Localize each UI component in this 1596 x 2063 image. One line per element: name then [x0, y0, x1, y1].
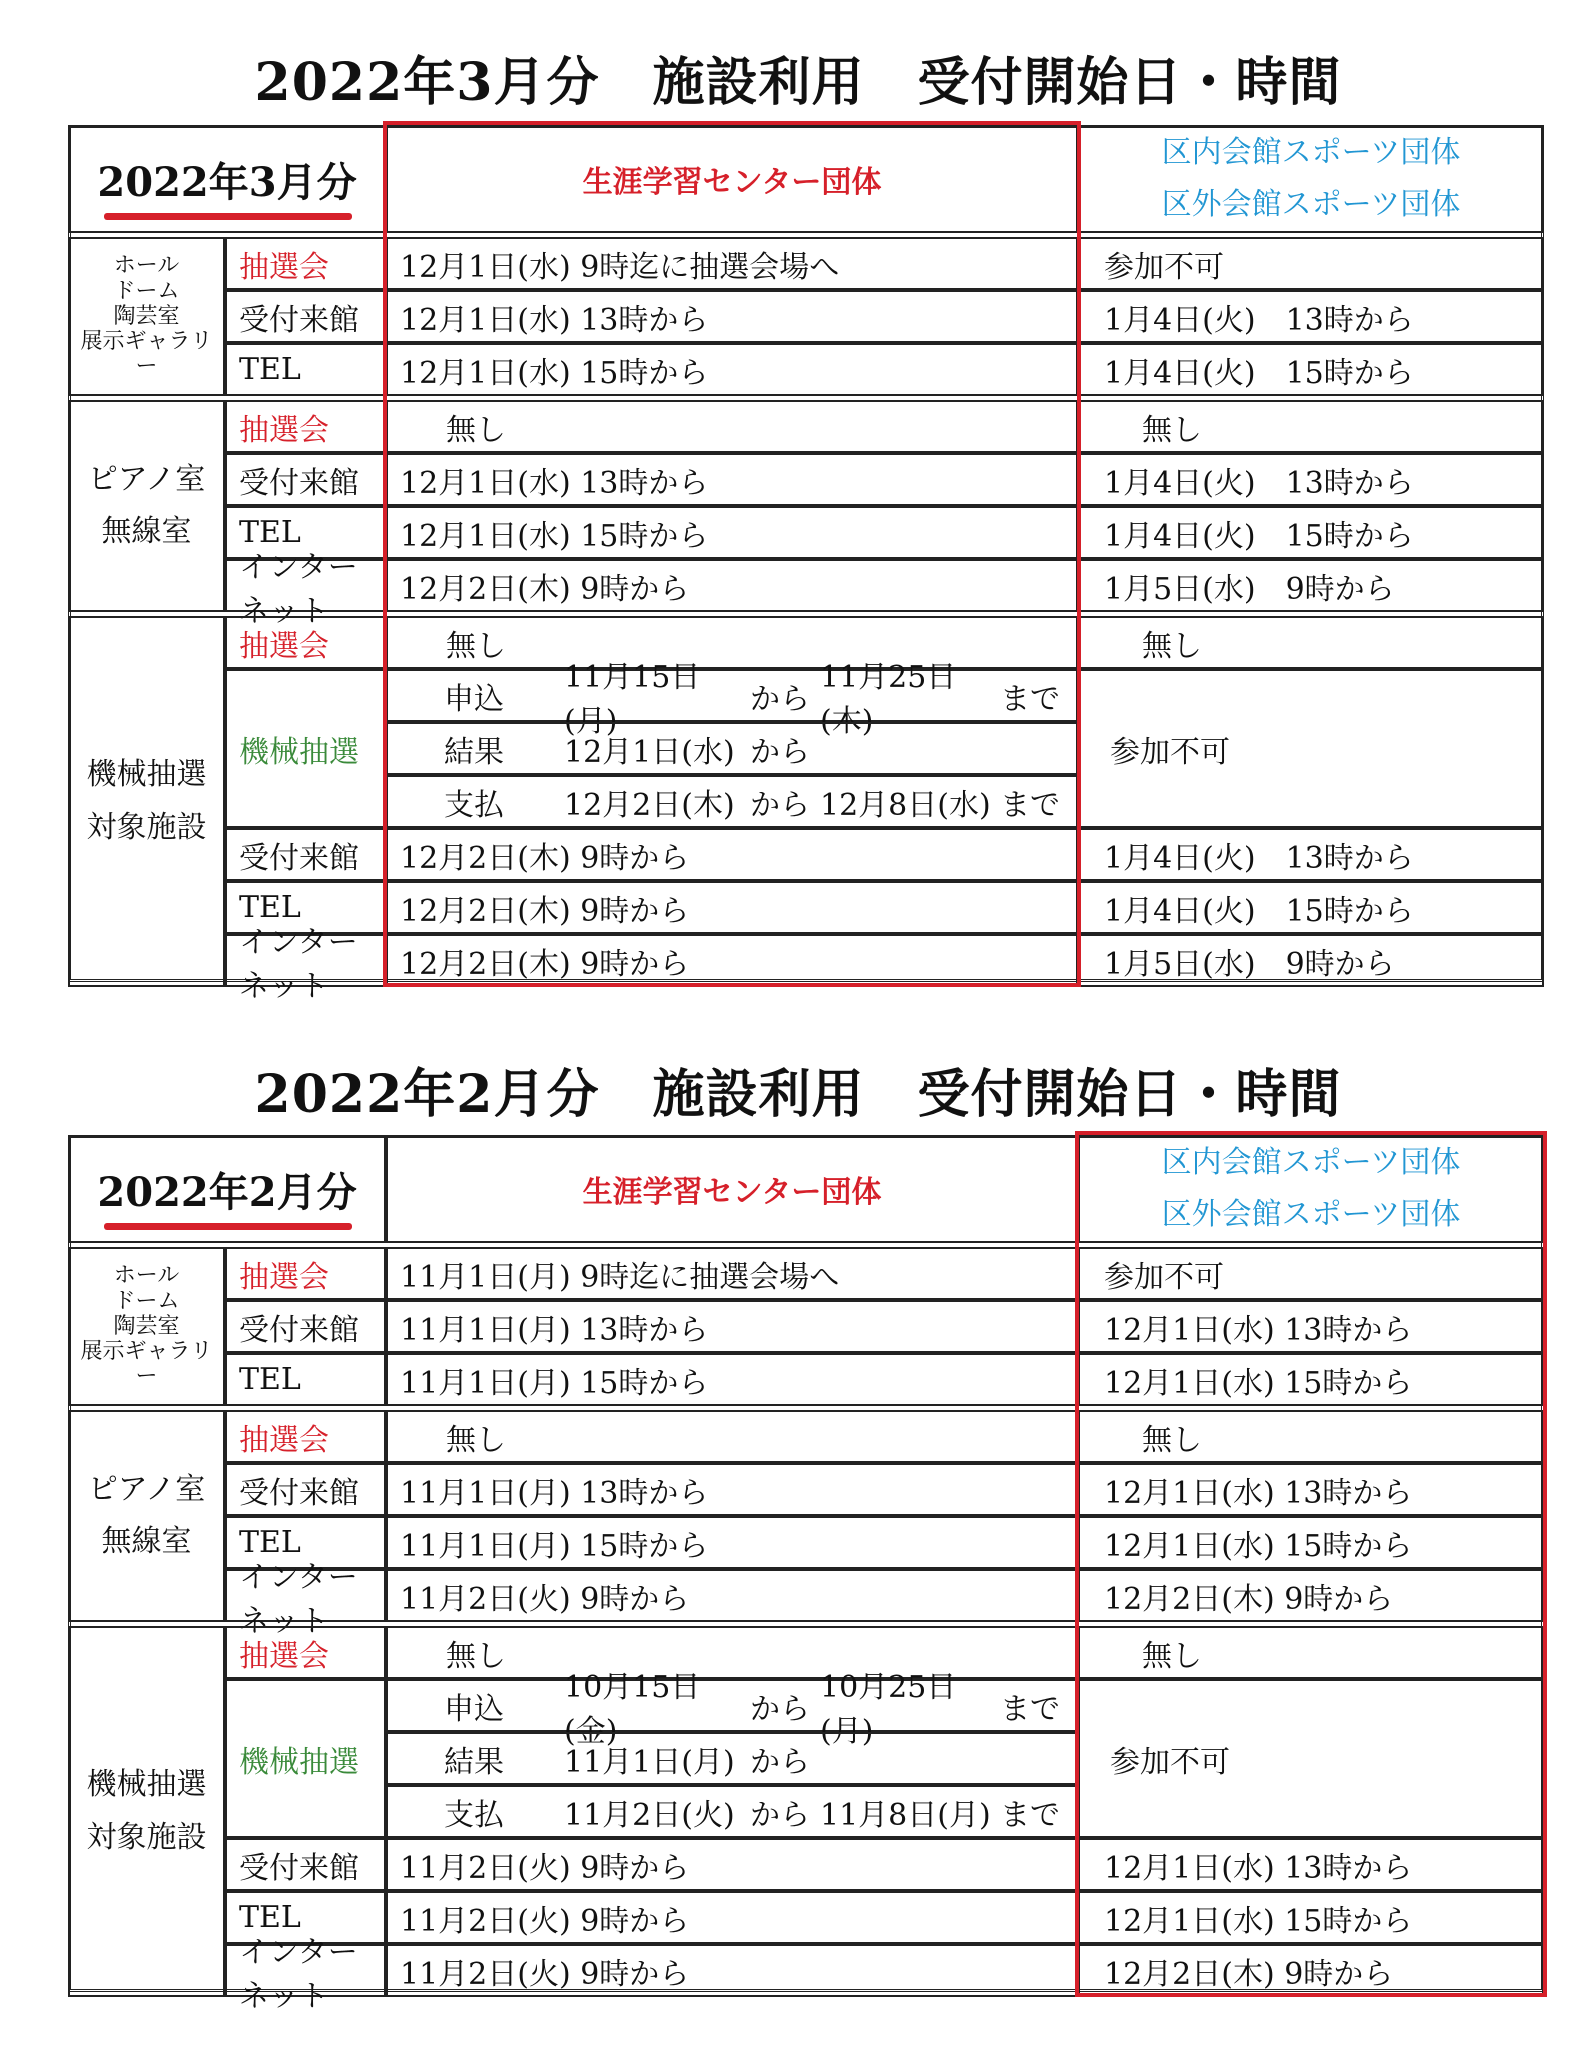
header-lifelong-label: 生涯学習センター団体: [582, 1175, 882, 1210]
lifelong-value: 11月2日(火) 9時から: [400, 1581, 690, 1617]
row-type-label: 抽選会: [239, 412, 329, 448]
group-label-hall: [68, 1247, 225, 1406]
sports-value: 12月1日(水) 15時から: [1104, 1365, 1413, 1401]
row-lifelong-value: [386, 1300, 1078, 1353]
row-sports-value: [1078, 290, 1544, 343]
machine-row: [386, 775, 1078, 828]
sports-value: 参加不可: [1104, 249, 1224, 285]
row-sports-value: [1078, 934, 1544, 987]
machine-date-end: 11月8日(月): [820, 1797, 991, 1833]
row-type-label: 抽選会: [239, 249, 329, 285]
row-type-label: インターネット: [239, 1934, 358, 2014]
sports-value: 12月1日(水) 13時から: [1104, 1850, 1413, 1886]
sports-value: 無し: [1142, 1422, 1202, 1458]
machine-from: から: [750, 787, 810, 823]
lifelong-value: 12月1日(水) 9時迄に抽選会場へ: [400, 249, 840, 285]
sports-value: 12月1日(水) 15時から: [1104, 1903, 1413, 1939]
machine-date-end: 12月8日(水): [820, 787, 991, 823]
row-type: [225, 616, 386, 669]
row-lifelong-value: [386, 828, 1078, 881]
lifelong-value: 無し: [446, 1638, 506, 1674]
machine-row: [386, 1732, 1078, 1785]
row-sports-value: [1078, 1410, 1544, 1463]
row-lifelong-value: [386, 1247, 1078, 1300]
row-type-label: インターネット: [239, 1559, 358, 1639]
machine-date-start: 11月1日(月): [564, 1744, 735, 1780]
row-lifelong-value: [386, 559, 1078, 612]
lifelong-value: 12月2日(木) 9時から: [400, 893, 690, 929]
row-type: [225, 343, 386, 396]
machine-lottery-label: 機械抽選: [239, 734, 359, 770]
row-lifelong-value: [386, 1463, 1078, 1516]
sports-value: 12月1日(水) 13時から: [1104, 1312, 1413, 1348]
header-sports: [1078, 125, 1544, 233]
machine-row: [386, 659, 1078, 739]
month-label: 2022年2月分: [97, 1168, 357, 1216]
row-sports-value: [1078, 559, 1544, 612]
lifelong-value: 12月1日(水) 13時から: [400, 465, 709, 501]
machine-row: [386, 1669, 1078, 1749]
row-type-label: TEL: [239, 890, 301, 925]
header-lifelong: [386, 125, 1078, 233]
machine-from: から: [750, 681, 810, 717]
machine-from: から: [750, 1744, 810, 1780]
machine-date-start: 11月15日(月): [564, 659, 701, 739]
sports-value: 1月4日(火) 15時から: [1104, 893, 1414, 929]
group3-label-line: 機械抽選: [86, 1767, 207, 1802]
row-type-label: TEL: [239, 352, 301, 387]
row-type: [225, 1247, 386, 1300]
group1-label-line: ホール: [113, 1263, 180, 1289]
sports-value: 12月2日(木) 9時から: [1104, 1581, 1394, 1617]
lifelong-value: 11月1日(月) 15時から: [400, 1528, 709, 1564]
schedule-table-february: [68, 1135, 1544, 2014]
row-lifelong-value: [386, 400, 1078, 453]
row-type-label: インターネット: [239, 924, 358, 1004]
row-sports-value: [1078, 881, 1544, 934]
row-type: [225, 400, 386, 453]
row-lifelong-value: [386, 1410, 1078, 1463]
row-sports-value: [1078, 1300, 1544, 1353]
machine-date-start: 12月2日(木): [564, 787, 735, 823]
lifelong-value: 11月1日(月) 15時から: [400, 1365, 709, 1401]
row-lifelong-value: [386, 934, 1078, 987]
sports-value: 参加不可: [1110, 1744, 1230, 1780]
row-type-label: 抽選会: [239, 628, 329, 664]
group-label-machine: [68, 1626, 225, 1997]
lifelong-value: 12月1日(水) 15時から: [400, 518, 709, 554]
row-type: [225, 1300, 386, 1353]
row-type-label: 受付来館: [239, 1475, 359, 1511]
row-type-label: TEL: [239, 1362, 301, 1397]
row-type-label: インターネット: [239, 549, 358, 629]
row-type-label: 抽選会: [239, 1259, 329, 1295]
row-lifelong-value: [386, 1891, 1078, 1944]
section-title-february: 2022年2月分 施設利用 受付開始日・時間: [254, 1064, 1342, 1125]
row-type: [225, 453, 386, 506]
row-type-machine: [225, 669, 386, 828]
lifelong-value: 12月2日(木) 9時から: [400, 946, 690, 982]
sports-value: 1月4日(火) 15時から: [1104, 518, 1414, 554]
group1-label-line: 展示ギャラリー: [80, 329, 213, 380]
row-sports-value: [1078, 828, 1544, 881]
schedule-table-march: [68, 125, 1544, 1004]
lifelong-value: 12月2日(木) 9時から: [400, 571, 690, 607]
header-sports-inner: 区内会館スポーツ団体: [1161, 1144, 1461, 1180]
group-label-hall: [68, 237, 225, 396]
header-sports-inner: 区内会館スポーツ団体: [1161, 134, 1461, 170]
machine-until: まで: [1000, 1797, 1060, 1833]
machine-lottery-label: 機械抽選: [239, 1744, 359, 1780]
row-type-label: 受付来館: [239, 840, 359, 876]
row-lifelong-value: [386, 1838, 1078, 1891]
group-label-piano: [68, 400, 225, 612]
sports-value: 12月1日(水) 13時から: [1104, 1475, 1413, 1511]
sports-value: 1月4日(火) 13時から: [1104, 840, 1414, 876]
lifelong-value: 無し: [446, 628, 506, 664]
row-lifelong-value: [386, 881, 1078, 934]
machine-kind: 申込: [444, 681, 504, 717]
row-sports-value: [1078, 453, 1544, 506]
row-type: [225, 1463, 386, 1516]
lifelong-value: 12月1日(水) 15時から: [400, 355, 709, 391]
row-type-label: TEL: [239, 1525, 301, 1560]
row-sports-value: [1078, 1626, 1544, 1679]
machine-row: [386, 1785, 1078, 1838]
row-type-label: 受付来館: [239, 465, 359, 501]
row-type: [225, 1838, 386, 1891]
row-type-label: 受付来館: [239, 302, 359, 338]
lifelong-value: 11月2日(火) 9時から: [400, 1956, 690, 1992]
row-lifelong-value: [386, 1944, 1078, 1997]
sports-value: 12月2日(木) 9時から: [1104, 1956, 1394, 1992]
month-label-underline: [104, 1223, 352, 1230]
group1-label-line: 陶芸室: [113, 1313, 180, 1339]
row-lifelong-value: [386, 1353, 1078, 1406]
group2-label-line: 無線室: [101, 514, 192, 549]
machine-sports-value: [1078, 1679, 1544, 1838]
sports-value: 12月1日(水) 15時から: [1104, 1528, 1413, 1564]
row-lifelong-value: [386, 1516, 1078, 1569]
lifelong-value: 無し: [446, 1422, 506, 1458]
sports-value: 1月5日(水) 9時から: [1104, 946, 1395, 982]
row-type: [225, 828, 386, 881]
header-sports: [1078, 1135, 1544, 1243]
sports-value: 無し: [1142, 628, 1202, 664]
machine-date-end: 11月25日(木): [820, 659, 957, 739]
machine-kind: 結果: [444, 734, 504, 770]
row-type-label: TEL: [239, 515, 301, 550]
row-type: [225, 1559, 386, 1639]
group2-label-line: ピアノ室: [87, 1471, 206, 1507]
row-type-label: 受付来館: [239, 1850, 359, 1886]
sports-value: 1月4日(火) 13時から: [1104, 465, 1414, 501]
row-type: [225, 1934, 386, 2014]
group1-label-line: 陶芸室: [113, 303, 180, 329]
sports-value: 無し: [1142, 412, 1202, 448]
row-sports-value: [1078, 616, 1544, 669]
header-sports-outer: 区外会館スポーツ団体: [1161, 187, 1461, 222]
group1-label-line: ドーム: [113, 278, 180, 304]
row-type: [225, 237, 386, 290]
machine-kind: 支払: [444, 787, 504, 823]
row-type: [225, 290, 386, 343]
sports-value: 参加不可: [1104, 1259, 1224, 1295]
row-type-label: 抽選会: [239, 1638, 329, 1674]
row-type: [225, 1626, 386, 1679]
group1-label-line: ドーム: [113, 1288, 180, 1314]
header-sports-outer: 区外会館スポーツ団体: [1161, 1197, 1461, 1232]
month-label-underline: [104, 213, 352, 220]
row-lifelong-value: [386, 237, 1078, 290]
lifelong-value: 12月1日(水) 13時から: [400, 302, 709, 338]
group-label-piano: [68, 1410, 225, 1622]
machine-date-start: 12月1日(水): [564, 734, 735, 770]
row-sports-value: [1078, 1569, 1544, 1622]
row-type-label: 受付来館: [239, 1312, 359, 1348]
machine-from: から: [750, 1691, 810, 1727]
lifelong-value: 11月2日(火) 9時から: [400, 1903, 690, 1939]
machine-kind: 支払: [444, 1797, 504, 1833]
lifelong-value: 12月2日(木) 9時から: [400, 840, 690, 876]
row-type-label: TEL: [239, 1900, 301, 1935]
sports-value: 1月4日(火) 13時から: [1104, 302, 1414, 338]
machine-date-end: 10月25日(月): [820, 1669, 957, 1749]
row-type: [225, 1410, 386, 1463]
machine-until: まで: [1000, 787, 1060, 823]
row-sports-value: [1078, 1944, 1544, 1997]
header-lifelong: [386, 1135, 1078, 1243]
row-type: [225, 924, 386, 1004]
row-sports-value: [1078, 1891, 1544, 1944]
sports-value: 1月5日(水) 9時から: [1104, 571, 1395, 607]
row-type: [225, 549, 386, 629]
row-sports-value: [1078, 237, 1544, 290]
row-sports-value: [1078, 1838, 1544, 1891]
machine-until: まで: [1000, 681, 1060, 717]
header-lifelong-label: 生涯学習センター団体: [582, 165, 882, 200]
sports-value: 1月4日(火) 15時から: [1104, 355, 1414, 391]
month-label: 2022年3月分: [97, 158, 357, 206]
row-sports-value: [1078, 1516, 1544, 1569]
group2-label-line: 無線室: [101, 1524, 192, 1559]
row-type-machine: [225, 1679, 386, 1838]
machine-row: [386, 722, 1078, 775]
machine-until: まで: [1000, 1691, 1060, 1727]
row-sports-value: [1078, 343, 1544, 396]
row-sports-value: [1078, 1463, 1544, 1516]
group3-label-line: 対象施設: [86, 809, 207, 845]
row-lifelong-value: [386, 506, 1078, 559]
group2-label-line: ピアノ室: [87, 461, 206, 497]
row-lifelong-value: [386, 1569, 1078, 1622]
group3-label-line: 対象施設: [86, 1819, 207, 1855]
machine-date-start: 10月15日(金): [564, 1669, 701, 1749]
sports-value: 参加不可: [1110, 734, 1230, 770]
lifelong-value: 11月1日(月) 13時から: [400, 1475, 709, 1511]
row-sports-value: [1078, 506, 1544, 559]
row-lifelong-value: [386, 290, 1078, 343]
group3-label-line: 機械抽選: [86, 757, 207, 792]
row-type-label: 抽選会: [239, 1422, 329, 1458]
row-lifelong-value: [386, 453, 1078, 506]
lifelong-value: 11月2日(火) 9時から: [400, 1850, 690, 1886]
machine-from: から: [750, 734, 810, 770]
group-label-machine: [68, 616, 225, 987]
group1-label-line: ホール: [113, 253, 180, 279]
row-lifelong-value: [386, 343, 1078, 396]
row-sports-value: [1078, 1247, 1544, 1300]
row-sports-value: [1078, 1353, 1544, 1406]
machine-kind: 結果: [444, 1744, 504, 1780]
lifelong-value: 11月1日(月) 13時から: [400, 1312, 709, 1348]
machine-date-start: 11月2日(火): [564, 1797, 735, 1833]
machine-kind: 申込: [444, 1691, 504, 1727]
group1-label-line: 展示ギャラリー: [80, 1339, 213, 1390]
row-sports-value: [1078, 400, 1544, 453]
sports-value: 無し: [1142, 1638, 1202, 1674]
section-title-march: 2022年3月分 施設利用 受付開始日・時間: [254, 52, 1342, 113]
lifelong-value: 11月1日(月) 9時迄に抽選会場へ: [400, 1259, 840, 1295]
machine-from: から: [750, 1797, 810, 1833]
machine-sports-value: [1078, 669, 1544, 828]
lifelong-value: 無し: [446, 412, 506, 448]
row-type: [225, 1353, 386, 1406]
